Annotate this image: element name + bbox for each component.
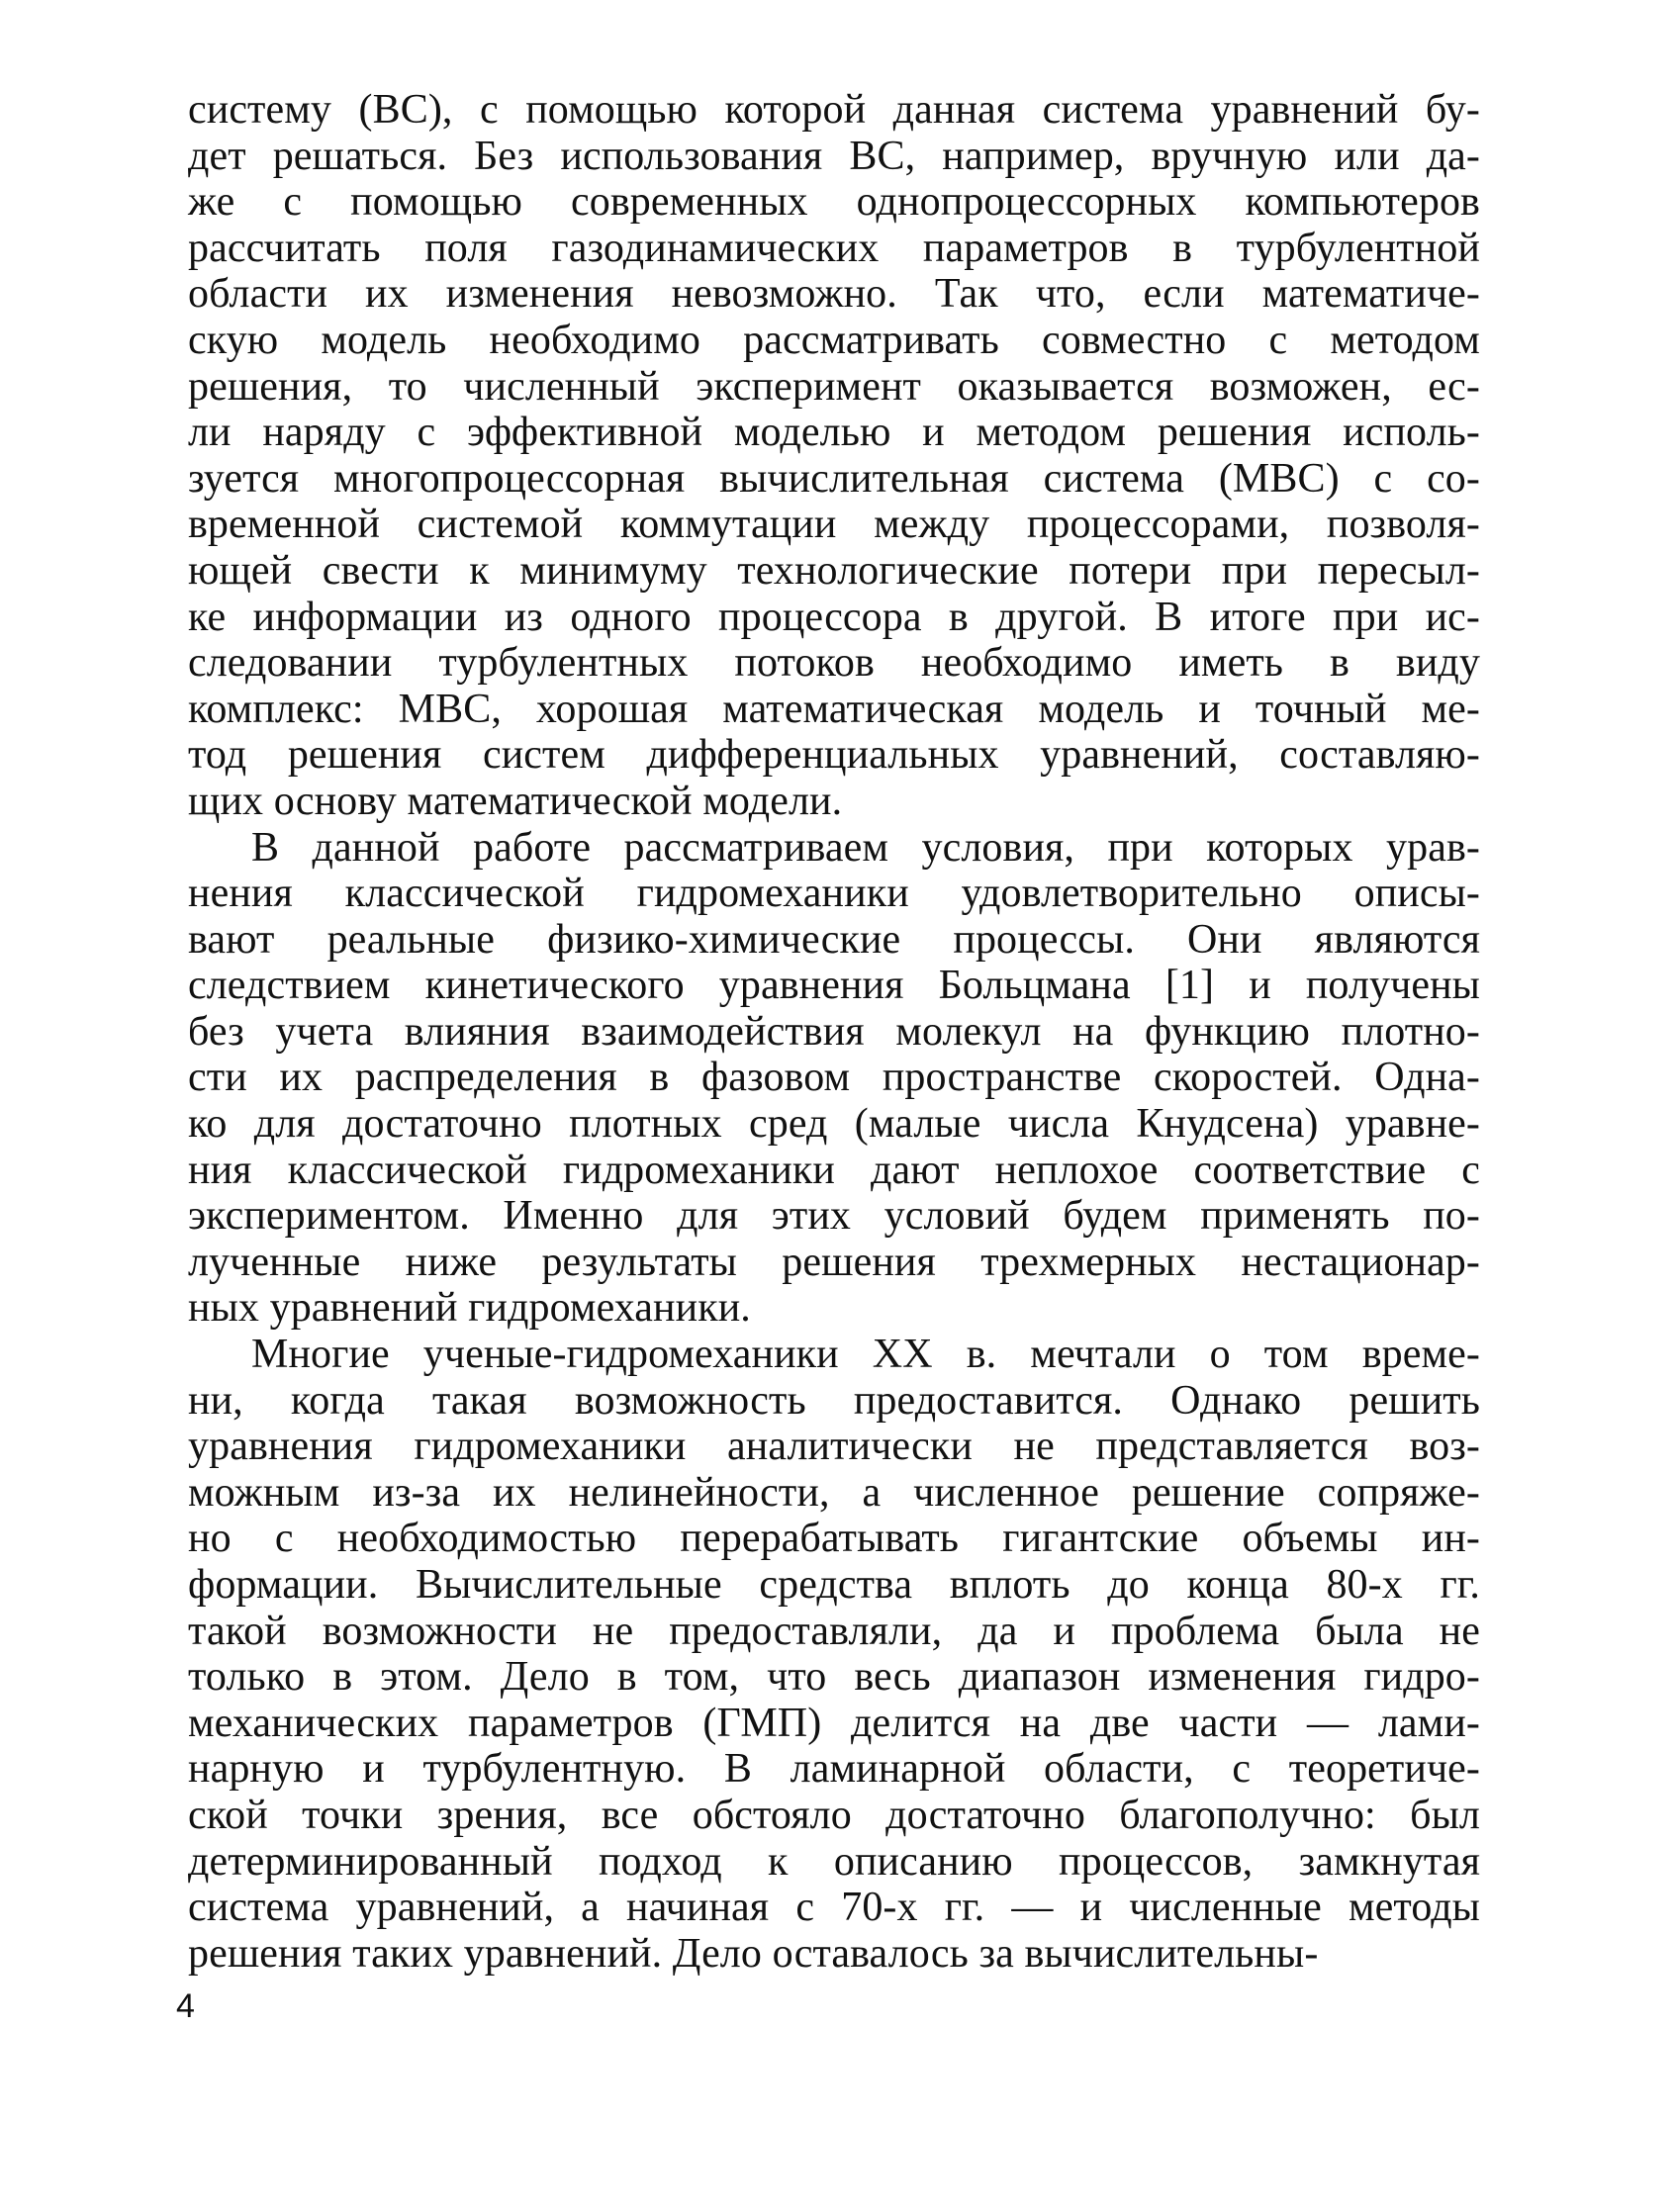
text-line: вают реальные физико-химические процессы. Они являются — [188, 916, 1480, 963]
text-line: ли наряду с эффективной моделью и методом решения исполь- — [188, 410, 1480, 456]
text-line: зуется многопроцессорная вычислительная система (МВС) с со- — [188, 455, 1480, 502]
text-line: только в этом. Дело в том, что весь диапазон изменения гидро- — [188, 1654, 1480, 1701]
text-line: лученные ниже результаты решения трехмерных нестационар- — [188, 1239, 1480, 1285]
text-line: скую модель необходимо рассматривать совместно с методом — [188, 317, 1480, 363]
text-line: комплекс: МВС, хорошая математическая модель и точный ме- — [188, 686, 1480, 732]
text-line: нения классической гидромеханики удовлетворительно описы- — [188, 871, 1480, 917]
text-line: решения таких уравнений. Дело оставалось за вычислительны- — [188, 1930, 1319, 1977]
text-line: рассчитать поля газодинамических параметров в турбулентной — [188, 225, 1480, 271]
text-line: но с необходимостью перерабатывать гигантские объемы ин- — [188, 1516, 1480, 1562]
text-line: ных уравнений гидромеханики. — [188, 1285, 751, 1332]
text-line: детерминированный подход к описанию процессов, замкнутая — [188, 1838, 1480, 1885]
text-line: области их изменения невозможно. Так что, если математиче- — [188, 271, 1480, 318]
text-line: такой возможности не предоставляли, да и проблема была не — [188, 1608, 1480, 1654]
text-line: уравнения гидромеханики аналитически не представляется воз- — [188, 1424, 1480, 1470]
text-line: же с помощью современных однопроцессорных компьютеров — [188, 179, 1480, 226]
text-line: дет решаться. Без использования ВС, например, вручную или да- — [188, 133, 1480, 179]
text-line: механических параметров (ГМП) делится на две части — лами- — [188, 1700, 1480, 1746]
text-line: следствием кинетического уравнения Больцмана [1] и получены — [188, 963, 1480, 1009]
body-text — [188, 87, 1480, 1977]
text-line: формации. Вычислительные средства вплоть до конца 80-х гг. — [188, 1562, 1480, 1608]
text-line: система уравнений, а начиная с 70-х гг. — и численные методы — [188, 1885, 1480, 1931]
text-line: систему (ВС), с помощью которой данная система уравнений бу- — [188, 87, 1480, 133]
text-line: ющей свести к минимуму технологические потери при пересыл- — [188, 547, 1480, 594]
paragraph — [188, 1332, 1480, 1977]
text-line: экспериментом. Именно для этих условий будем применять по- — [188, 1193, 1480, 1240]
text-line: ке информации из одного процессора в другой. В итоге при ис- — [188, 594, 1480, 640]
text-line: решения, то численный эксперимент оказывается возможен, ес- — [188, 363, 1480, 410]
text-line: щих основу математической модели. — [188, 778, 843, 824]
paragraph — [188, 87, 1480, 825]
paragraph — [188, 825, 1480, 1333]
page-number: 4 — [176, 1987, 195, 2025]
text-line: Многие ученые-гидромеханики XX в. мечтали о том време- — [251, 1332, 1480, 1378]
text-line: В данной работе рассматриваем условия, при которых урав- — [251, 824, 1480, 871]
text-line: нарную и турбулентную. В ламинарной области, с теоретиче- — [188, 1746, 1480, 1793]
text-line: можным из-за их нелинейности, а численное решение сопряже- — [188, 1469, 1480, 1516]
text-line: ской точки зрения, все обстояло достаточно благополучно: был — [188, 1792, 1480, 1838]
text-line: ни, когда такая возможность предоставится. Однако решить — [188, 1377, 1480, 1424]
text-line: следовании турбулентных потоков необходимо иметь в виду — [188, 640, 1480, 687]
text-line: сти их распределения в фазовом пространстве скоростей. Одна- — [188, 1055, 1480, 1101]
text-line: ко для достаточно плотных сред (малые числа Кнудсена) уравне- — [188, 1101, 1480, 1148]
text-line: временной системой коммутации между процессорами, позволя- — [188, 502, 1480, 548]
text-line: без учета влияния взаимодействия молекул на функцию плотно- — [188, 1008, 1480, 1055]
text-line: ния классической гидромеханики дают неплохое соответствие с — [188, 1147, 1480, 1193]
text-line: тод решения систем дифференциальных уравнений, составляю- — [188, 732, 1480, 779]
